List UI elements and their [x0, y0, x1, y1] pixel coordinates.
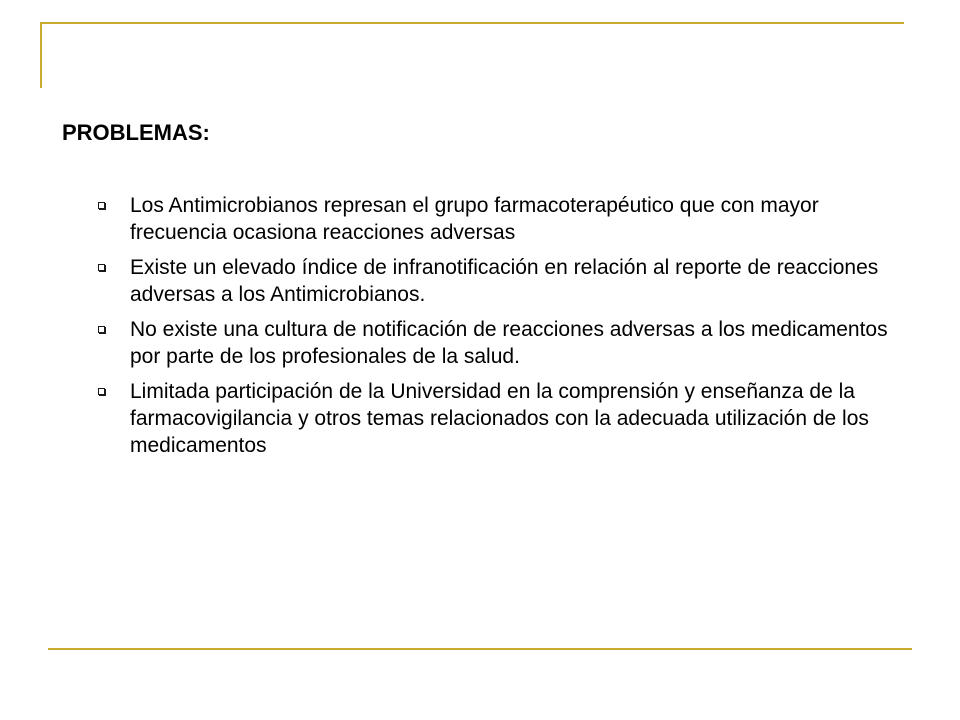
slide-heading: PROBLEMAS:	[62, 120, 210, 145]
bottom-border-line	[48, 648, 912, 650]
bullet-text: Limitada participación de la Universidad en la comprensión y enseñanza de la farmacovigilancia y otros temas relacionados con la adecuada utilización de los medicamentos	[130, 380, 869, 457]
bullet-text: Los Antimicrobianos represan el grupo farmacoterapéutico que con mayor frecuencia ocasiona reacciones adversas	[130, 194, 819, 244]
bullet-item	[96, 192, 896, 246]
bullet-item	[96, 378, 896, 459]
bullet-list	[96, 192, 896, 467]
bullet-text: Existe un elevado índice de infranotificación en relación al reporte de reacciones adversas a los Antimicrobianos.	[130, 256, 879, 306]
square-bullet-icon	[98, 326, 105, 333]
bullet-item	[96, 254, 896, 308]
left-border-line	[40, 22, 42, 88]
square-bullet-icon	[98, 202, 105, 209]
bullet-item	[96, 316, 896, 370]
top-border-line	[40, 22, 904, 24]
bullet-text: No existe una cultura de notificación de reacciones adversas a los medicamentos por parte de los profesionales de la salud.	[130, 318, 888, 368]
square-bullet-icon	[98, 264, 105, 271]
square-bullet-icon	[98, 388, 105, 395]
